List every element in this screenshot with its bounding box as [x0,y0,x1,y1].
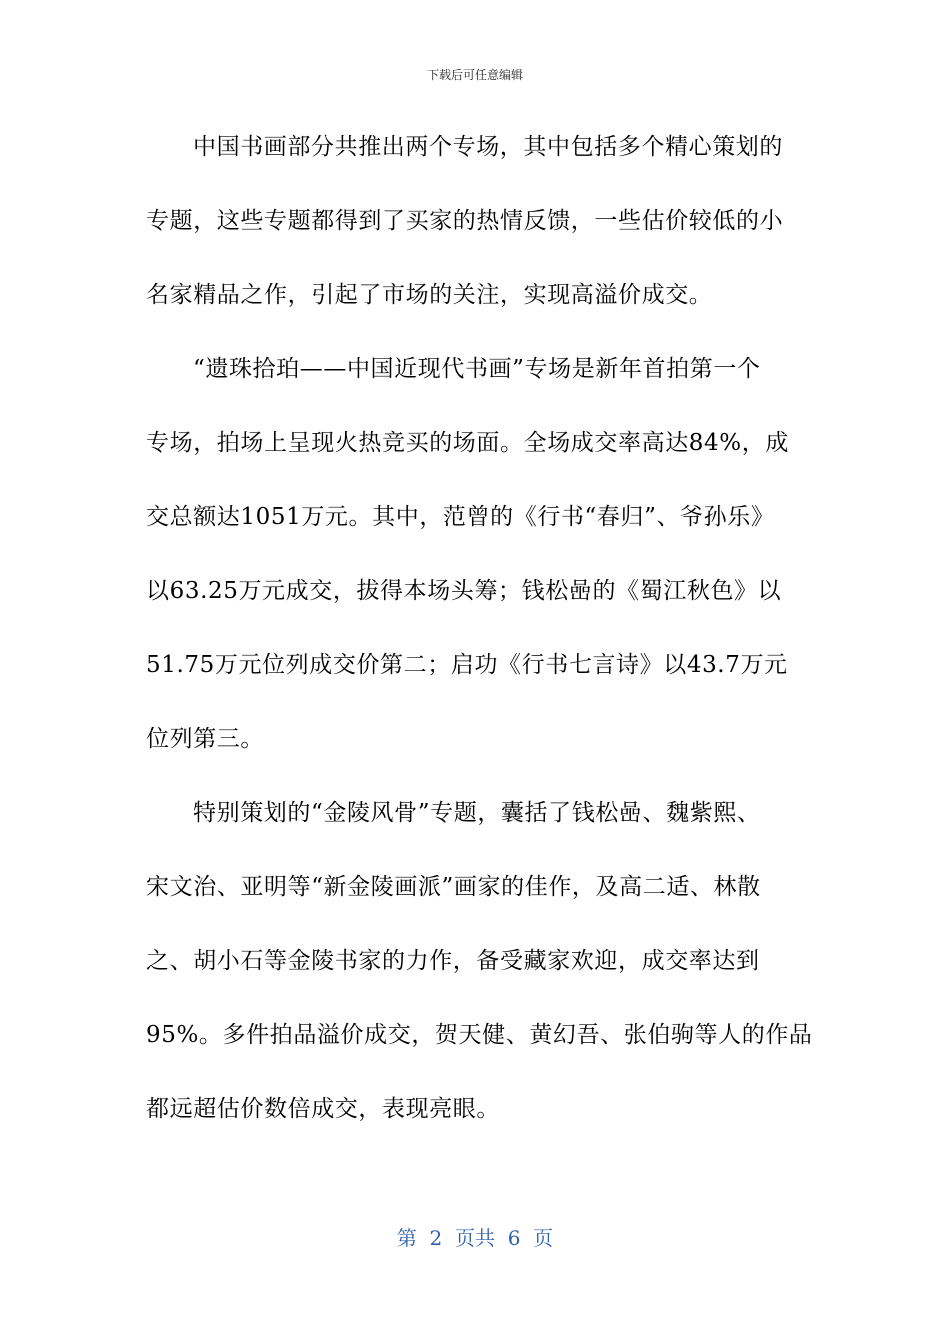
paragraph-line: 名家精品之作，引起了市场的关注，实现高溢价成交。 [146,282,713,308]
paragraph-line: “遗珠拾珀——中国近现代书画”专场是新年首拍第一个 [193,356,761,382]
paragraph-line: 宋文治、亚明等“新金陵画派”画家的佳作，及高二适、林散 [146,874,761,900]
paragraph-line: 特别策划的“金陵风骨”专题，囊括了钱松喦、魏紫熙、 [193,800,761,826]
paragraph-line: 中国书画部分共推出两个专场，其中包括多个精心策划的 [193,134,783,160]
paragraph-line: 都远超估价数倍成交，表现亮眼。 [146,1096,500,1122]
page-header: 下载后可任意编辑 [426,68,523,82]
paragraph-line: 交总额达1051万元。其中，范曾的《行书“春归”、爷孙乐》 [146,504,775,530]
paragraph-line: 专题，这些专题都得到了买家的热情反馈，一些估价较低的小 [146,208,784,234]
document-body [146,110,813,1146]
paragraph-1 [146,110,806,332]
paragraph-line: 之、胡小石等金陵书家的力作，备受藏家欢迎，成交率达到 [146,948,760,974]
paragraph-3 [146,776,813,1146]
paragraph-line: 位列第三。 [146,726,264,752]
paragraph-line: 以63.25万元成交，拔得本场头筹；钱松喦的《蜀江秋色》以 [146,578,782,604]
page-number-footer: 第 2 页共 6 页 [396,1226,554,1250]
paragraph-line: 专场，拍场上呈现火热竞买的场面。全场成交率高达84%，成 [146,430,789,456]
paragraph-line: 95%。多件拍品溢价成交，贺天健、黄幻吾、张伯驹等人的作品 [146,1022,813,1048]
paragraph-line: 51.75万元位列成交价第二；启功《行书七言诗》以43.7万元 [146,652,788,678]
paragraph-2 [146,332,806,776]
